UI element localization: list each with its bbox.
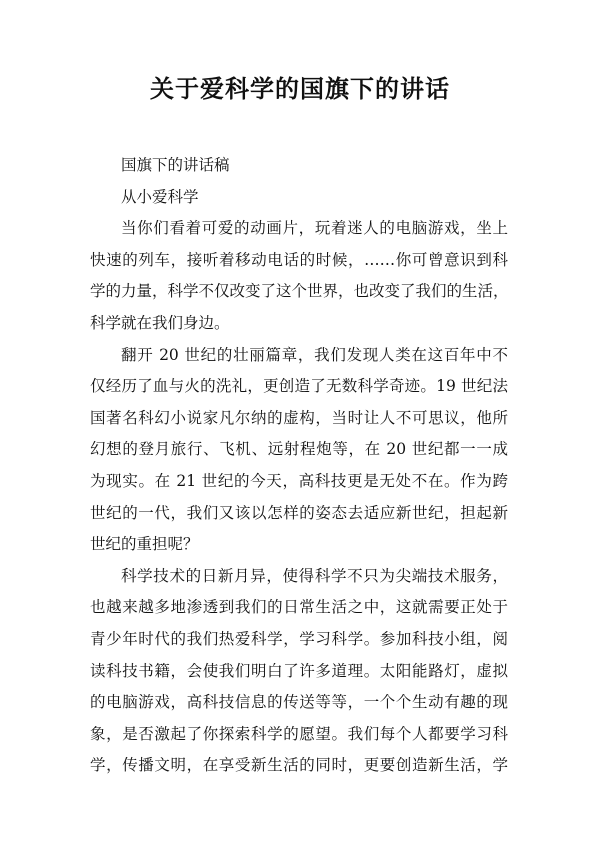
paragraph-line: 青少年时代的我们热爱科学，学习科学。参加科技小组，阅 (90, 629, 508, 648)
heading-line: 从小爱科学 (121, 187, 199, 206)
paragraph-line: 科学技术的日新月异，使得科学不只为尖端技术服务， (121, 566, 508, 585)
paragraph-line: 当你们看着可爱的动画片，玩着迷人的电脑游戏，坐上 (121, 219, 508, 238)
paragraph-line: 为现实。在 21 世纪的今天，高科技更是无处不在。作为跨 (90, 471, 508, 490)
paragraph-line: 翻开 20 世纪的壮丽篇章，我们发现人类在这百年中不 (121, 345, 508, 364)
paragraph-line: 幻想的登月旅行、飞机、远射程炮等，在 20 世纪都一一成 (90, 440, 508, 459)
document-title: 关于爱科学的国旗下的讲话 (150, 74, 450, 103)
subtitle-line: 国旗下的讲话稿 (121, 156, 230, 174)
paragraph-line: 世纪的一代，我们又该以怎样的姿态去适应新世纪，担起新 (90, 503, 508, 522)
paragraph-line: 快速的列车，接听着移动电话的时候，……你可曾意识到科 (90, 250, 508, 269)
paragraph-line: 世纪的重担呢？ (90, 535, 199, 554)
paragraph-line: 仅经历了血与火的洗礼，更创造了无数科学奇迹。19 世纪法 (90, 377, 508, 396)
paragraph-line: 的电脑游戏，高科技信息的传送等等，一个个生动有趣的现 (90, 693, 508, 712)
paragraph-line: 学，传播文明，在享受新生活的同时，更要创造新生活，学 (90, 756, 508, 775)
paragraph-line: 也越来越多地渗透到我们的日常生活之中，这就需要正处于 (90, 598, 508, 617)
document-body (90, 150, 508, 782)
paragraph-line: 国著名科幻小说家凡尔纳的虚构，当时让人不可思议，他所 (90, 408, 508, 427)
paragraph-line: 象，是否激起了你探索科学的愿望。我们每个人都要学习科 (90, 724, 508, 743)
paragraph-line: 读科技书籍，会使我们明白了许多道理。太阳能路灯，虚拟 (90, 661, 508, 680)
paragraph-line: 学的力量，科学不仅改变了这个世界，也改变了我们的生活， (90, 282, 509, 301)
paragraph-line: 科学就在我们身边。 (90, 313, 230, 332)
